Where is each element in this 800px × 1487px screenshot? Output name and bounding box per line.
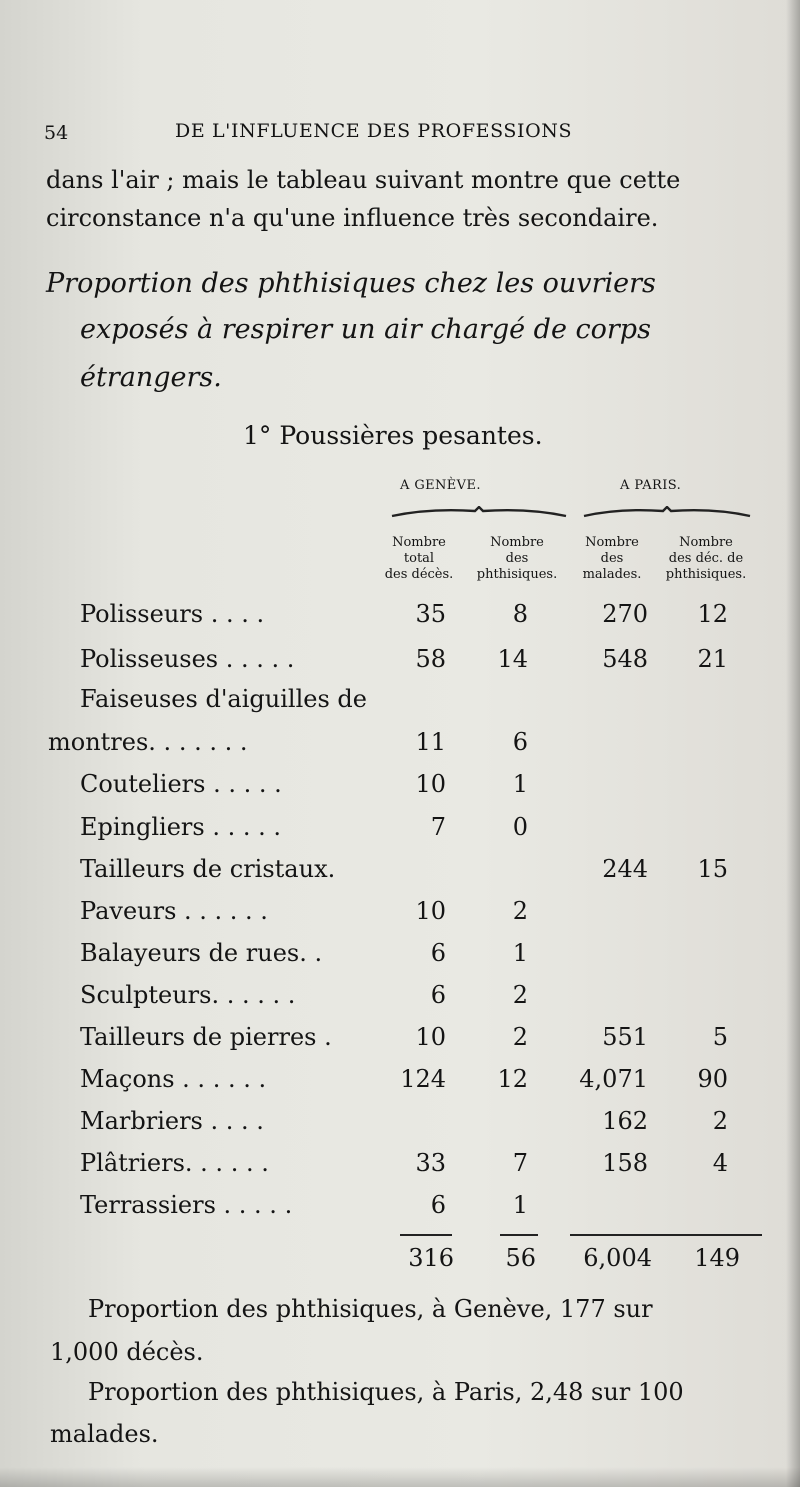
intro-line-2: circonstance n'a qu'une influence très secondaire. — [46, 204, 659, 232]
row-cell-c3: 4,071 — [579, 1065, 648, 1093]
row-label: Plâtriers. . . . . . — [80, 1149, 269, 1177]
row-cell-c1: 6 — [430, 981, 446, 1009]
running-title: DE L'INFLUENCE DES PROFESSIONS — [175, 120, 573, 142]
row-cell-c4: 5 — [712, 1023, 728, 1051]
row-cell-c1: 7 — [430, 813, 446, 841]
row-label: Epingliers . . . . . — [80, 813, 282, 841]
page-number: 54 — [44, 122, 69, 144]
row-label: Maçons . . . . . . — [80, 1065, 267, 1093]
total-phthisiques-geneve: 56 — [505, 1244, 536, 1272]
col-header-total-deces: Nombre total des décès. — [384, 535, 454, 582]
row-cell-c2: 0 — [512, 813, 528, 841]
col-header-phthisiques-geneve: Nombre des phthisiques. — [476, 535, 558, 582]
row-cell-c2: 2 — [512, 981, 528, 1009]
paris-brace — [582, 506, 752, 520]
row-cell-c1: 6 — [430, 939, 446, 967]
conclusion-paris-line-2: malades. — [50, 1420, 159, 1448]
row-cell-c4: 90 — [697, 1065, 728, 1093]
row-cell-c2: 1 — [512, 1191, 528, 1219]
row-cell-c2: 2 — [512, 897, 528, 925]
table-caption-line-1: Proportion des phthisiques chez les ouvriers — [46, 268, 656, 299]
row-cell-c2: 14 — [497, 645, 528, 673]
total-deces-geneve: 316 — [408, 1244, 454, 1272]
row-cell-c4: 2 — [712, 1107, 728, 1135]
row-cell-c1: 58 — [415, 645, 446, 673]
row-cell-c2: 1 — [512, 939, 528, 967]
row-label: Polisseurs . . . . — [80, 600, 265, 628]
total-rule-1 — [400, 1234, 452, 1236]
row-label: Faiseuses d'aiguilles de — [80, 685, 367, 713]
page-bottom-shadow — [0, 1467, 800, 1487]
row-cell-c3: 162 — [602, 1107, 648, 1135]
intro-line-1: dans l'air ; mais le tableau suivant montre que cette — [46, 166, 681, 194]
row-cell-c1: 11 — [415, 728, 446, 756]
total-rule-2 — [500, 1234, 538, 1236]
row-cell-c2: 7 — [512, 1149, 528, 1177]
row-cell-c1: 33 — [415, 1149, 446, 1177]
row-cell-c2: 1 — [512, 770, 528, 798]
row-cell-c4: 21 — [697, 645, 728, 673]
col-header-malades: Nombre des malades. — [582, 535, 642, 582]
geneve-brace — [390, 506, 568, 520]
row-cell-c2: 6 — [512, 728, 528, 756]
row-cell-c2: 12 — [497, 1065, 528, 1093]
row-cell-c3: 270 — [602, 600, 648, 628]
row-label: montres. . . . . . . — [48, 728, 248, 756]
conclusion-paris-line-1: Proportion des phthisiques, à Paris, 2,48 sur 100 — [88, 1378, 684, 1406]
row-label: Tailleurs de pierres . — [80, 1023, 332, 1051]
page-edge-shadow — [786, 0, 800, 1487]
row-cell-c3: 158 — [602, 1149, 648, 1177]
row-cell-c4: 4 — [712, 1149, 728, 1177]
row-label: Paveurs . . . . . . — [80, 897, 268, 925]
row-cell-c1: 6 — [430, 1191, 446, 1219]
row-label: Balayeurs de rues. . — [80, 939, 323, 967]
row-cell-c4: 12 — [697, 600, 728, 628]
row-label: Terrassiers . . . . . — [80, 1191, 293, 1219]
col-header-phthisiques-paris: Nombre des déc. de phthisiques. — [665, 535, 747, 582]
row-cell-c3: 244 — [602, 855, 648, 883]
row-label: Sculpteurs. . . . . . — [80, 981, 296, 1009]
row-label: Marbriers . . . . — [80, 1107, 264, 1135]
row-label: Tailleurs de cristaux. — [80, 855, 336, 883]
row-cell-c3: 551 — [602, 1023, 648, 1051]
total-malades-paris: 6,004 — [583, 1244, 652, 1272]
row-cell-c1: 10 — [415, 770, 446, 798]
row-label: Couteliers . . . . . — [80, 770, 282, 798]
row-cell-c1: 35 — [415, 600, 446, 628]
row-cell-c1: 10 — [415, 897, 446, 925]
conclusion-geneve-line-1: Proportion des phthisiques, à Genève, 177 sur — [88, 1295, 653, 1323]
group-header-geneve: A GENÈVE. — [400, 478, 481, 493]
row-cell-c4: 15 — [697, 855, 728, 883]
group-header-paris: A PARIS. — [620, 478, 682, 493]
conclusion-geneve-line-2: 1,000 décès. — [50, 1338, 204, 1366]
table-caption-line-2: exposés à respirer un air chargé de corps — [80, 314, 651, 345]
total-rule-3 — [570, 1234, 762, 1236]
total-phthisiques-paris: 149 — [694, 1244, 740, 1272]
row-cell-c2: 8 — [512, 600, 528, 628]
row-cell-c3: 548 — [602, 645, 648, 673]
row-cell-c2: 2 — [512, 1023, 528, 1051]
row-cell-c1: 10 — [415, 1023, 446, 1051]
table-caption-line-3: étrangers. — [80, 362, 222, 393]
row-label: Polisseuses . . . . . — [80, 645, 295, 673]
row-cell-c1: 124 — [400, 1065, 446, 1093]
section-title: 1° Poussières pesantes. — [243, 421, 543, 450]
